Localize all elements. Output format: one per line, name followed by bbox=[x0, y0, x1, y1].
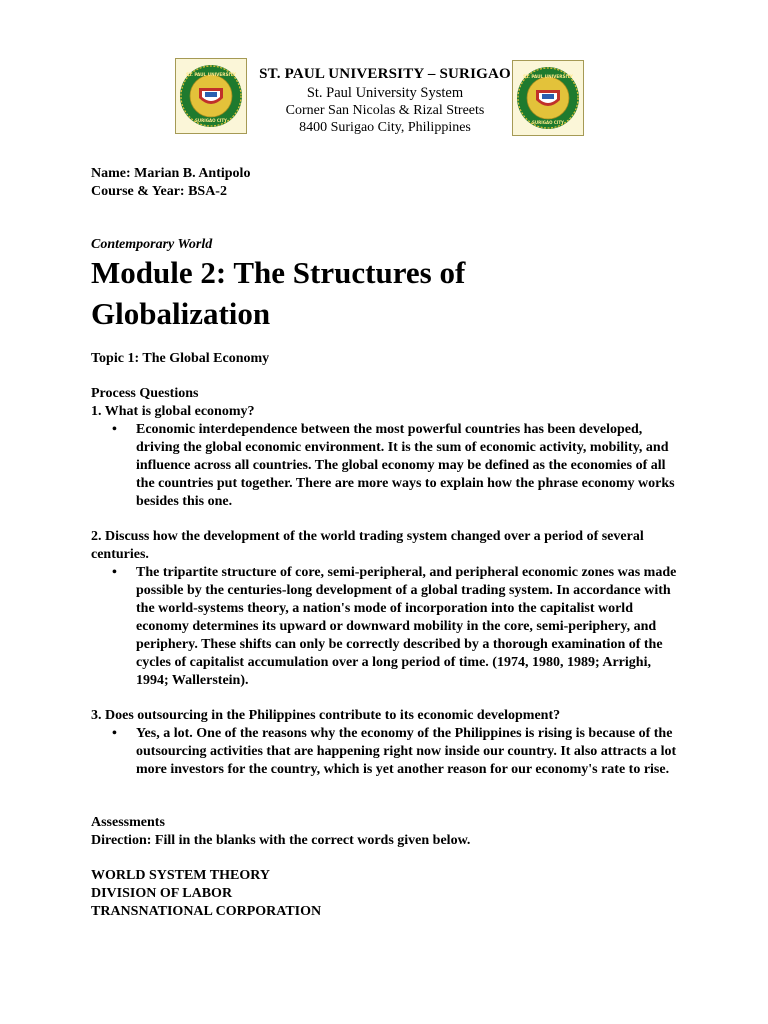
university-system: St. Paul University System bbox=[306, 85, 464, 101]
word-choice: DIVISION OF LABOR bbox=[91, 886, 233, 901]
question-1: 1. What is global economy? bbox=[91, 404, 255, 419]
svg-text:ST. PAUL UNIVERSITY: ST. PAUL UNIVERSITY bbox=[523, 74, 573, 79]
answer-2: The tripartite structure of core, semi-peripheral, and peripheral economic zones was made possible by the centuries-long development of a global trading system. In accordance with the world-systems theory, a nation's mode of incorporation into the capitalist world economy determines its upward or downward mobility in the core, semi-periphery, and periphery. These shifts can only be correctly described by a thorough examination of the cycles of capitalist accumulation over a long period of time. (1974, 1980, 1989; Arrighi, 1994; Wallerstein). bbox=[136, 565, 677, 688]
subject-label: Contemporary World bbox=[91, 237, 213, 252]
svg-text:SURIGAO CITY: SURIGAO CITY bbox=[532, 120, 564, 125]
word-choice: WORLD SYSTEM THEORY bbox=[91, 868, 270, 883]
course-year: Course & Year: BSA-2 bbox=[91, 184, 227, 199]
bullet-icon: • bbox=[112, 726, 117, 741]
answer-1: Economic interdependence between the most powerful countries has been developed, driving the global economic environment. It is the sum of economic activity, mobility, and influence across all countries. The global economy may be defined as the economies of all the countries put together. There are more ways to explain how the phrase economy works besides this one. bbox=[136, 422, 675, 509]
address-line-2: 8400 Surigao City, Philippines bbox=[299, 120, 471, 135]
svg-text:ST. PAUL UNIVERSITY: ST. PAUL UNIVERSITY bbox=[186, 72, 236, 77]
address-line-1: Corner San Nicolas & Rizal Streets bbox=[285, 103, 485, 118]
bullet-icon: • bbox=[112, 565, 117, 580]
university-seal-left bbox=[175, 58, 247, 134]
assessments-heading: Assessments bbox=[91, 815, 165, 830]
question-2: 2. Discuss how the development of the world trading system changed over a period of several centuries. bbox=[91, 529, 644, 562]
word-choice: TRANSNATIONAL CORPORATION bbox=[91, 904, 322, 919]
answer-3: Yes, a lot. One of the reasons why the economy of the Philippines is rising is because of the outsourcing activities that are happening right now inside our country. It also attracts a lot more investors for the country, which is yet another reason for our economy's rate to rise. bbox=[136, 726, 677, 777]
process-questions-heading: Process Questions bbox=[91, 386, 199, 401]
topic-heading: Topic 1: The Global Economy bbox=[91, 351, 270, 366]
university-name: ST. PAUL UNIVERSITY – SURIGAO bbox=[259, 66, 511, 82]
assessment-direction: Direction: Fill in the blanks with the correct words given below. bbox=[91, 833, 471, 848]
svg-text:SURIGAO CITY: SURIGAO CITY bbox=[195, 118, 227, 123]
student-name: Name: Marian B. Antipolo bbox=[91, 166, 251, 181]
module-title: Module 2: The Structures of Globalization bbox=[91, 255, 466, 331]
question-3: 3. Does outsourcing in the Philippines contribute to its economic development? bbox=[91, 708, 561, 723]
university-seal-right bbox=[512, 60, 584, 136]
bullet-icon: • bbox=[112, 422, 117, 437]
